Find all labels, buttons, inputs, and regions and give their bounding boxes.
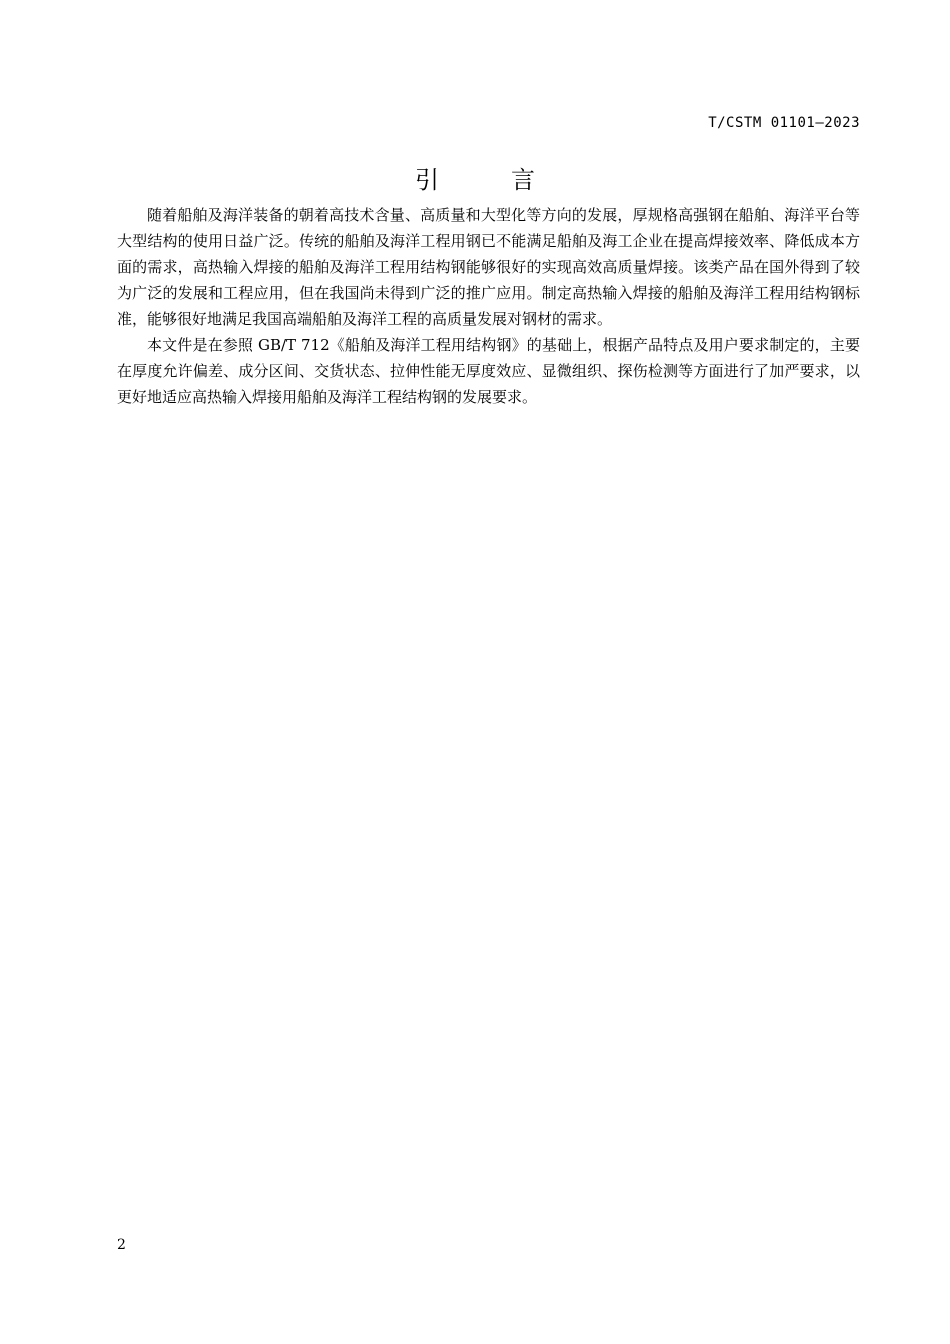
page-number: 2 bbox=[117, 1237, 126, 1253]
section-title bbox=[0, 160, 950, 195]
introduction-body bbox=[117, 202, 860, 410]
paragraph-2: 本文件是在参照 GB/T 712《船舶及海洋工程用结构钢》的基础上，根据产品特点及用户要求制定的，主要在厚度允许偏差、成分区间、交货状态、拉伸性能无厚度效应、显微组织、探伤检测等方面进行了加严要求，以更好地适应高热输入焊接用船舶及海洋工程结构钢的发展要求。 bbox=[117, 336, 860, 406]
section-title-char-2: 言 bbox=[511, 166, 535, 194]
section-title-char-1: 引 bbox=[415, 166, 439, 194]
paragraph-1: 随着船舶及海洋装备的朝着高技术含量、高质量和大型化等方向的发展，厚规格高强钢在船舶、海洋平台等大型结构的使用日益广泛。传统的船舶及海洋工程用钢已不能满足船舶及海工企业在提高焊接效率、降低成本方面的需求，高热输入焊接的船舶及海洋工程用结构钢能够很好的实现高效高质量焊接。该类产品在国外得到了较为广泛的发展和工程应用，但在我国尚未得到广泛的推广应用。制定高热输入焊接的船舶及海洋工程用结构钢标准，能够很好地满足我国高端船舶及海洋工程的高质量发展对钢材的需求。 bbox=[117, 206, 860, 328]
standard-code: T/CSTM 01101—2023 bbox=[708, 115, 860, 131]
